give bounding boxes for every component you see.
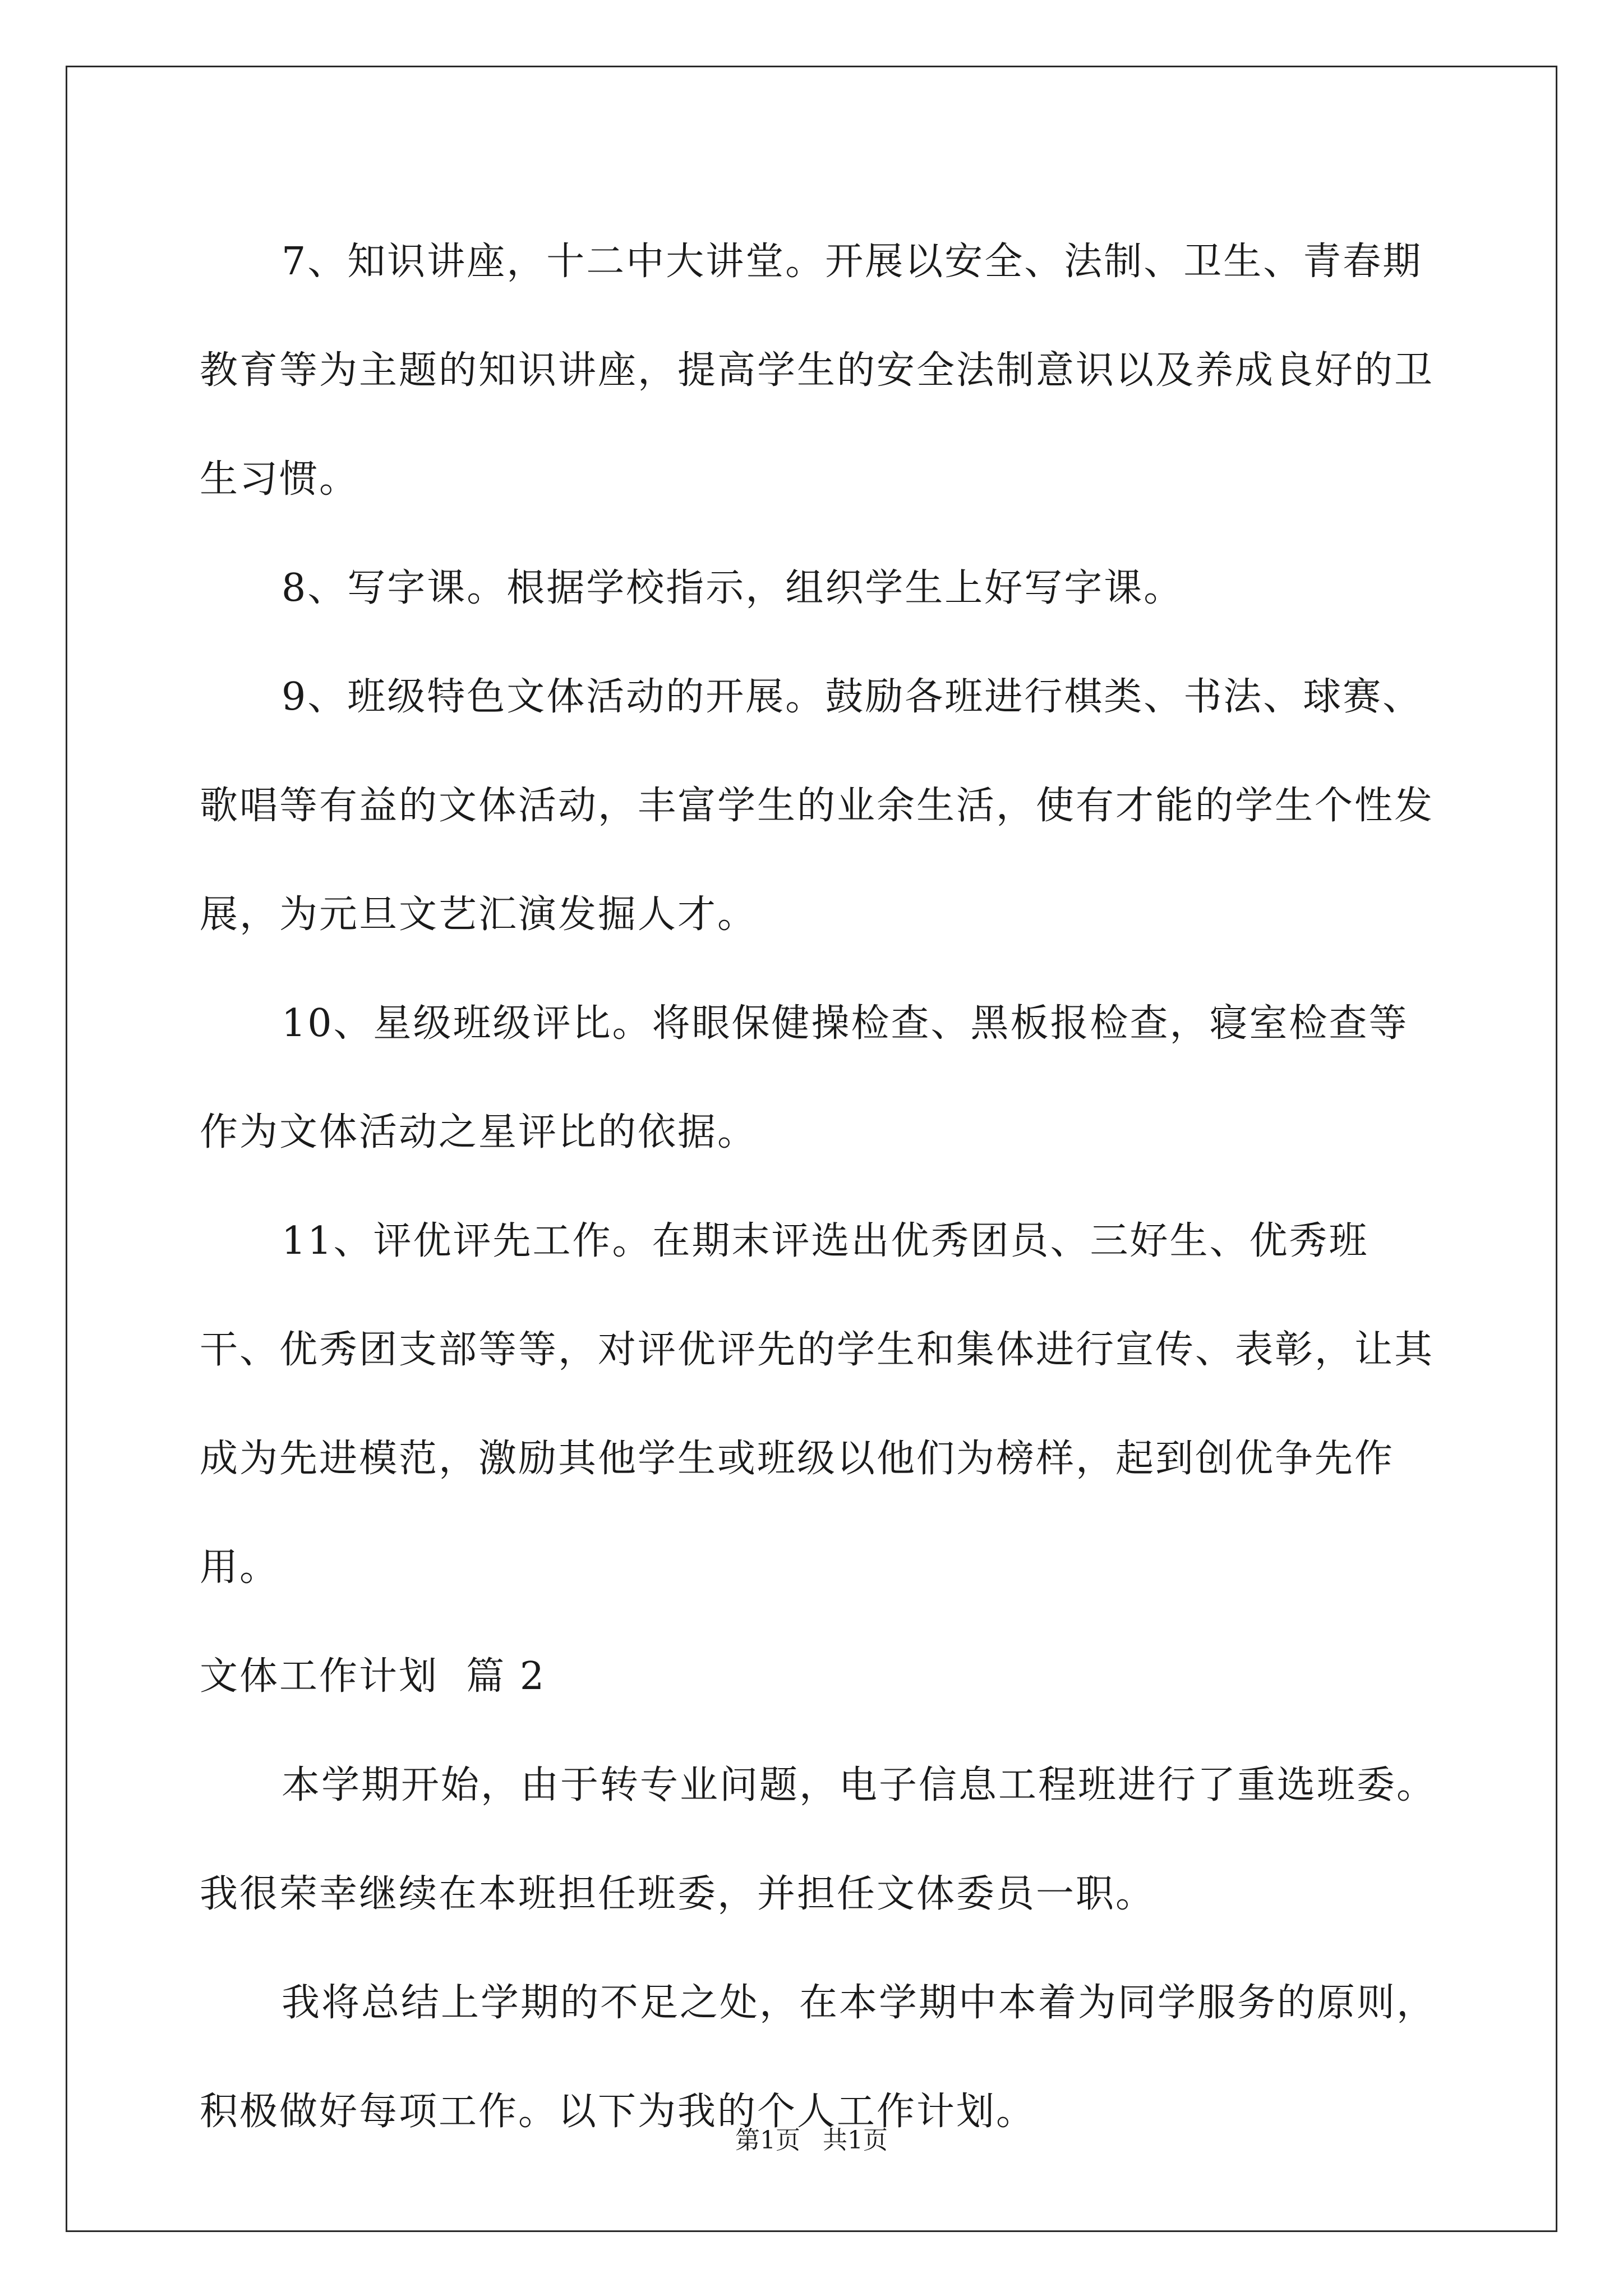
page-number: 第1页 [735,2126,800,2155]
section-paragraph-2: 我将总结上学期的不足之处，在本学期中本着为同学服务的原则，积极做好每项工作。以下为我的个人工作计划。 [200,1981,1437,2134]
paragraph-10: 10、星级班级评比。将眼保健操检查、黑板报检查，寝室检查等作为文体活动之星评比的依据。 [200,1001,1409,1154]
paragraph-9: 9、班级特色文体活动的开展。鼓励各班进行棋类、书法、球赛、歌唱等有益的文体活动，丰富学生的业余生活，使有才能的学生个性发展，为元旦文艺汇演发掘人才。 [200,675,1435,937]
document-body [200,208,1439,2166]
paragraph-11: 11、评优评先工作。在期末评选出优秀团员、三好生、优秀班干、优秀团支部等等，对评优评先的学生和集体进行宣传、表彰，让其成为先进模范，激励其他学生或班级以他们为榜样，起到创优争先作用。 [200,1219,1435,1590]
paragraph-7: 7、知识讲座，十二中大讲堂。开展以安全、法制、卫生、青春期教育等为主题的知识讲座，提高学生的安全法制意识以及养成良好的卫生习惯。 [200,240,1435,501]
page-footer [0,2124,1623,2157]
paragraph-8: 8、写字课。根据学校指示，组织学生上好写字课。 [282,566,1184,610]
section-heading: 文体工作计划 篇 2 [200,1654,546,1699]
page-total: 共1页 [823,2126,888,2155]
section-paragraph-1: 本学期开始，由于转专业问题，电子信息工程班进行了重选班委。我很荣幸继续在本班担任班委，并担任文体委员一职。 [200,1763,1437,1916]
